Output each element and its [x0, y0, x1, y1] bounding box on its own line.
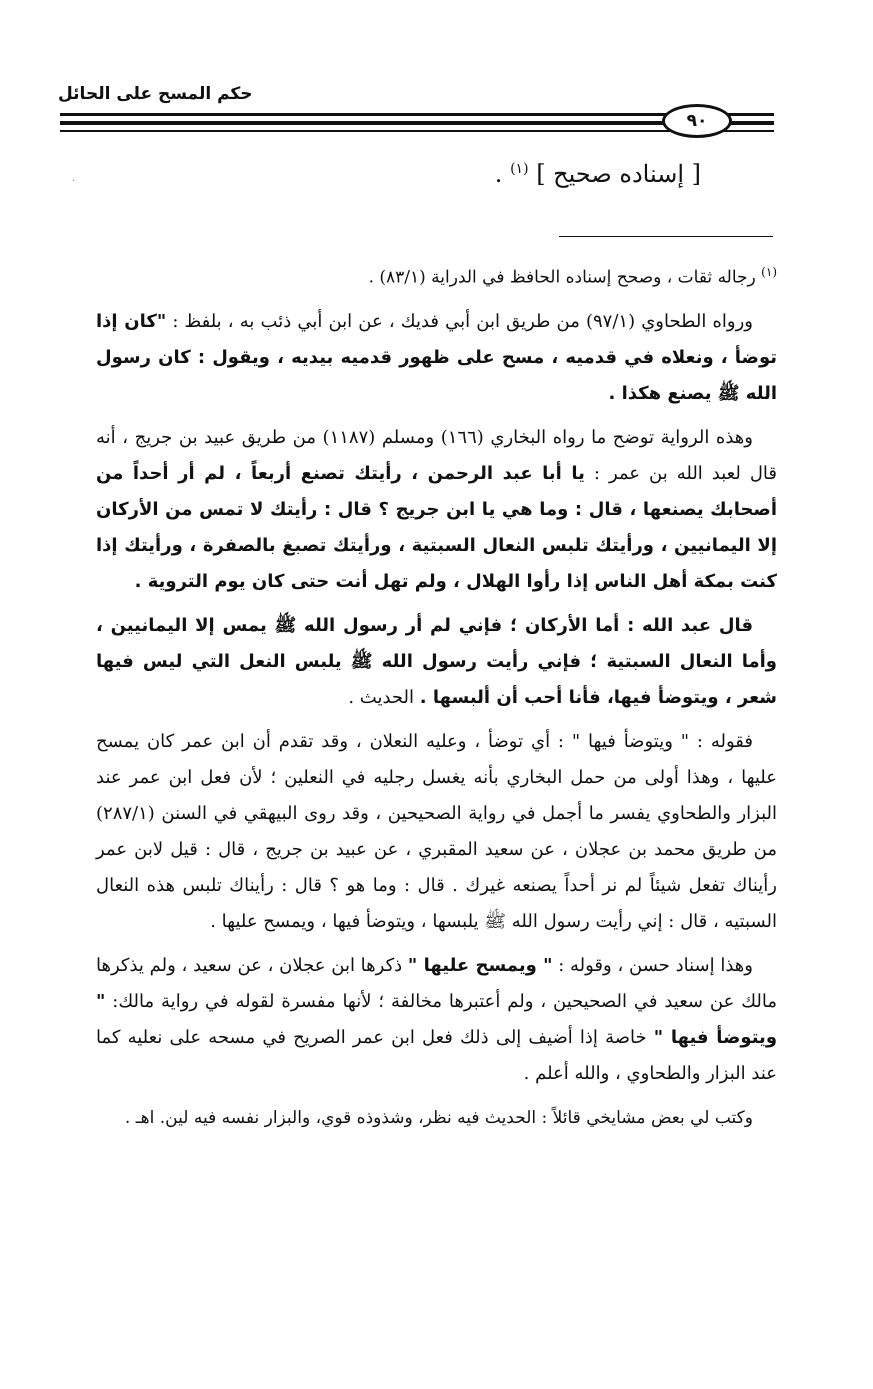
footnote-reference: (١): [510, 161, 529, 177]
page-body: [96, 254, 777, 1144]
paragraph-tahawi-quote: "كان إذا توضأ ، ونعلاه في قدميه ، مسح على ظهور قدميه بيديه ، ويقول : كان رسول الله ﷺ يصنع هكذا .: [96, 310, 777, 404]
paragraph-bukhari-intro: وهذه الرواية توضح ما رواه البخاري (١٦٦) ومسلم (١١٨٧) من طريق عبيد بن جريج ، أنه قال لعبد الله بن عمر :: [96, 426, 777, 484]
paragraph-abdullah-tail: الحديث .: [348, 686, 415, 708]
paragraph-isnad-b: ذكرها ابن عجلان ، عن سعيد ، ولم يذكرها مالك عن سعيد في الصحيحين ، ولم أعتبرها مخالفة ؛ لأنها مفسرة لقوله في رواية مالك:: [96, 954, 777, 1012]
paragraph-abdullah-quote: قال عبد الله : أما الأركان ؛ فإني لم أر رسول الله ﷺ يمس إلا اليمانيين ، وأما النعال السبتية ؛ فإني رأيت رسول الله ﷺ يلبس النعل التي ليس فيها شعر ، ويتوضأ فيها، فأنا أحب أن ألبسها .: [96, 614, 777, 708]
paragraph-explanation: فقوله : " ويتوضأ فيها " : أي توضأ ، وعليه النعلان ، وقد تقدم أن ابن عمر كان يمسح عليها ، وهذا أولى من حمل البخاري بأنه يغسل رجليه في النعلين ؛ لأن فعل ابن عمر عند البزار والطحاوي يفسر ما أجمل في رواية الصحيحين ، وقد روى البيهقي في السنن (٢٨٧/١) من طريق محمد بن عجلان ، عن سعيد المقبري ، عن عبيد بن جريج ، قال : قيل لابن عمر رأيناك تفعل شيئاً لم نر أحداً يصنعه غيرك . قال : وما هو ؟ قال : رأيناك تلبس هذه النعال السبتيه ، قال : إني رأيت رسول الله ﷺ يلبسها ، ويتوضأ فيها ، ويمسح عليها .: [96, 730, 777, 932]
paragraph-tahawi: [96, 304, 777, 412]
paragraph-isnad-hasan: [96, 948, 777, 1092]
page-number-text: ٩٠: [686, 111, 708, 131]
stray-mark: ·: [72, 176, 76, 187]
page-number: [662, 104, 732, 138]
paragraph-abdullah: [96, 608, 777, 716]
isnad-text: [ إسناده صحيح ]: [536, 160, 701, 188]
paragraph-isnad-a: وهذا إسناد حسن ، وقوله :: [558, 954, 753, 976]
paragraph-isnad-c: خاصة إذا أضيف إلى ذلك فعل ابن عمر الصريح في مسحه على نعليه كما عند البزار والطحاوي ، والله أعلم .: [96, 1026, 777, 1084]
paragraph-sheikh-note: وكتب لي بعض مشايخي قائلاً : الحديث فيه نظر، وشذوذه قوي، والبزار نفسه فيه لين. اهـ .: [124, 1107, 753, 1128]
paragraph-bukhari-muslim: [96, 420, 777, 600]
isnad-line: [495, 160, 701, 188]
paragraph-tahawi-text: ورواه الطحاوي (٩٧/١) من طريق ابن أبي فديك ، عن ابن أبي ذئب به ، بلفظ :: [172, 310, 753, 332]
running-title: حكم المسح على الحائل: [58, 84, 253, 104]
paragraph-isnad-bold1: " ويمسح عليها ": [407, 954, 553, 976]
paragraph-bukhari-quote: يا أبا عبد الرحمن ، رأيتك تصنع أربعاً ، لم أر أحداً من أصحابك يصنعها ، قال : وما هي يا ابن جريج ؟ قال : رأيتك لا تمس من الأركان إلا اليمانيين ، ورأيتك تلبس النعال السبتية ، ورأيتك تصبغ بالصفرة ، ورأيتك إذا كنت بمكة أهل الناس إذا رأوا الهلال ، ولم تهل أنت حتى كان يوم التروية .: [96, 462, 777, 592]
isnad-tail: .: [494, 160, 503, 188]
footnote-text: رجاله ثقات ، وصحح إسناده الحافظ في الدراية (٨٣/١) .: [368, 267, 756, 288]
footnote-marker: (١): [761, 265, 777, 279]
paragraph-isnad-bold2: " ويتوضأ فيها ": [96, 990, 778, 1048]
footnote: [96, 254, 777, 296]
footnote-separator: [559, 236, 773, 237]
